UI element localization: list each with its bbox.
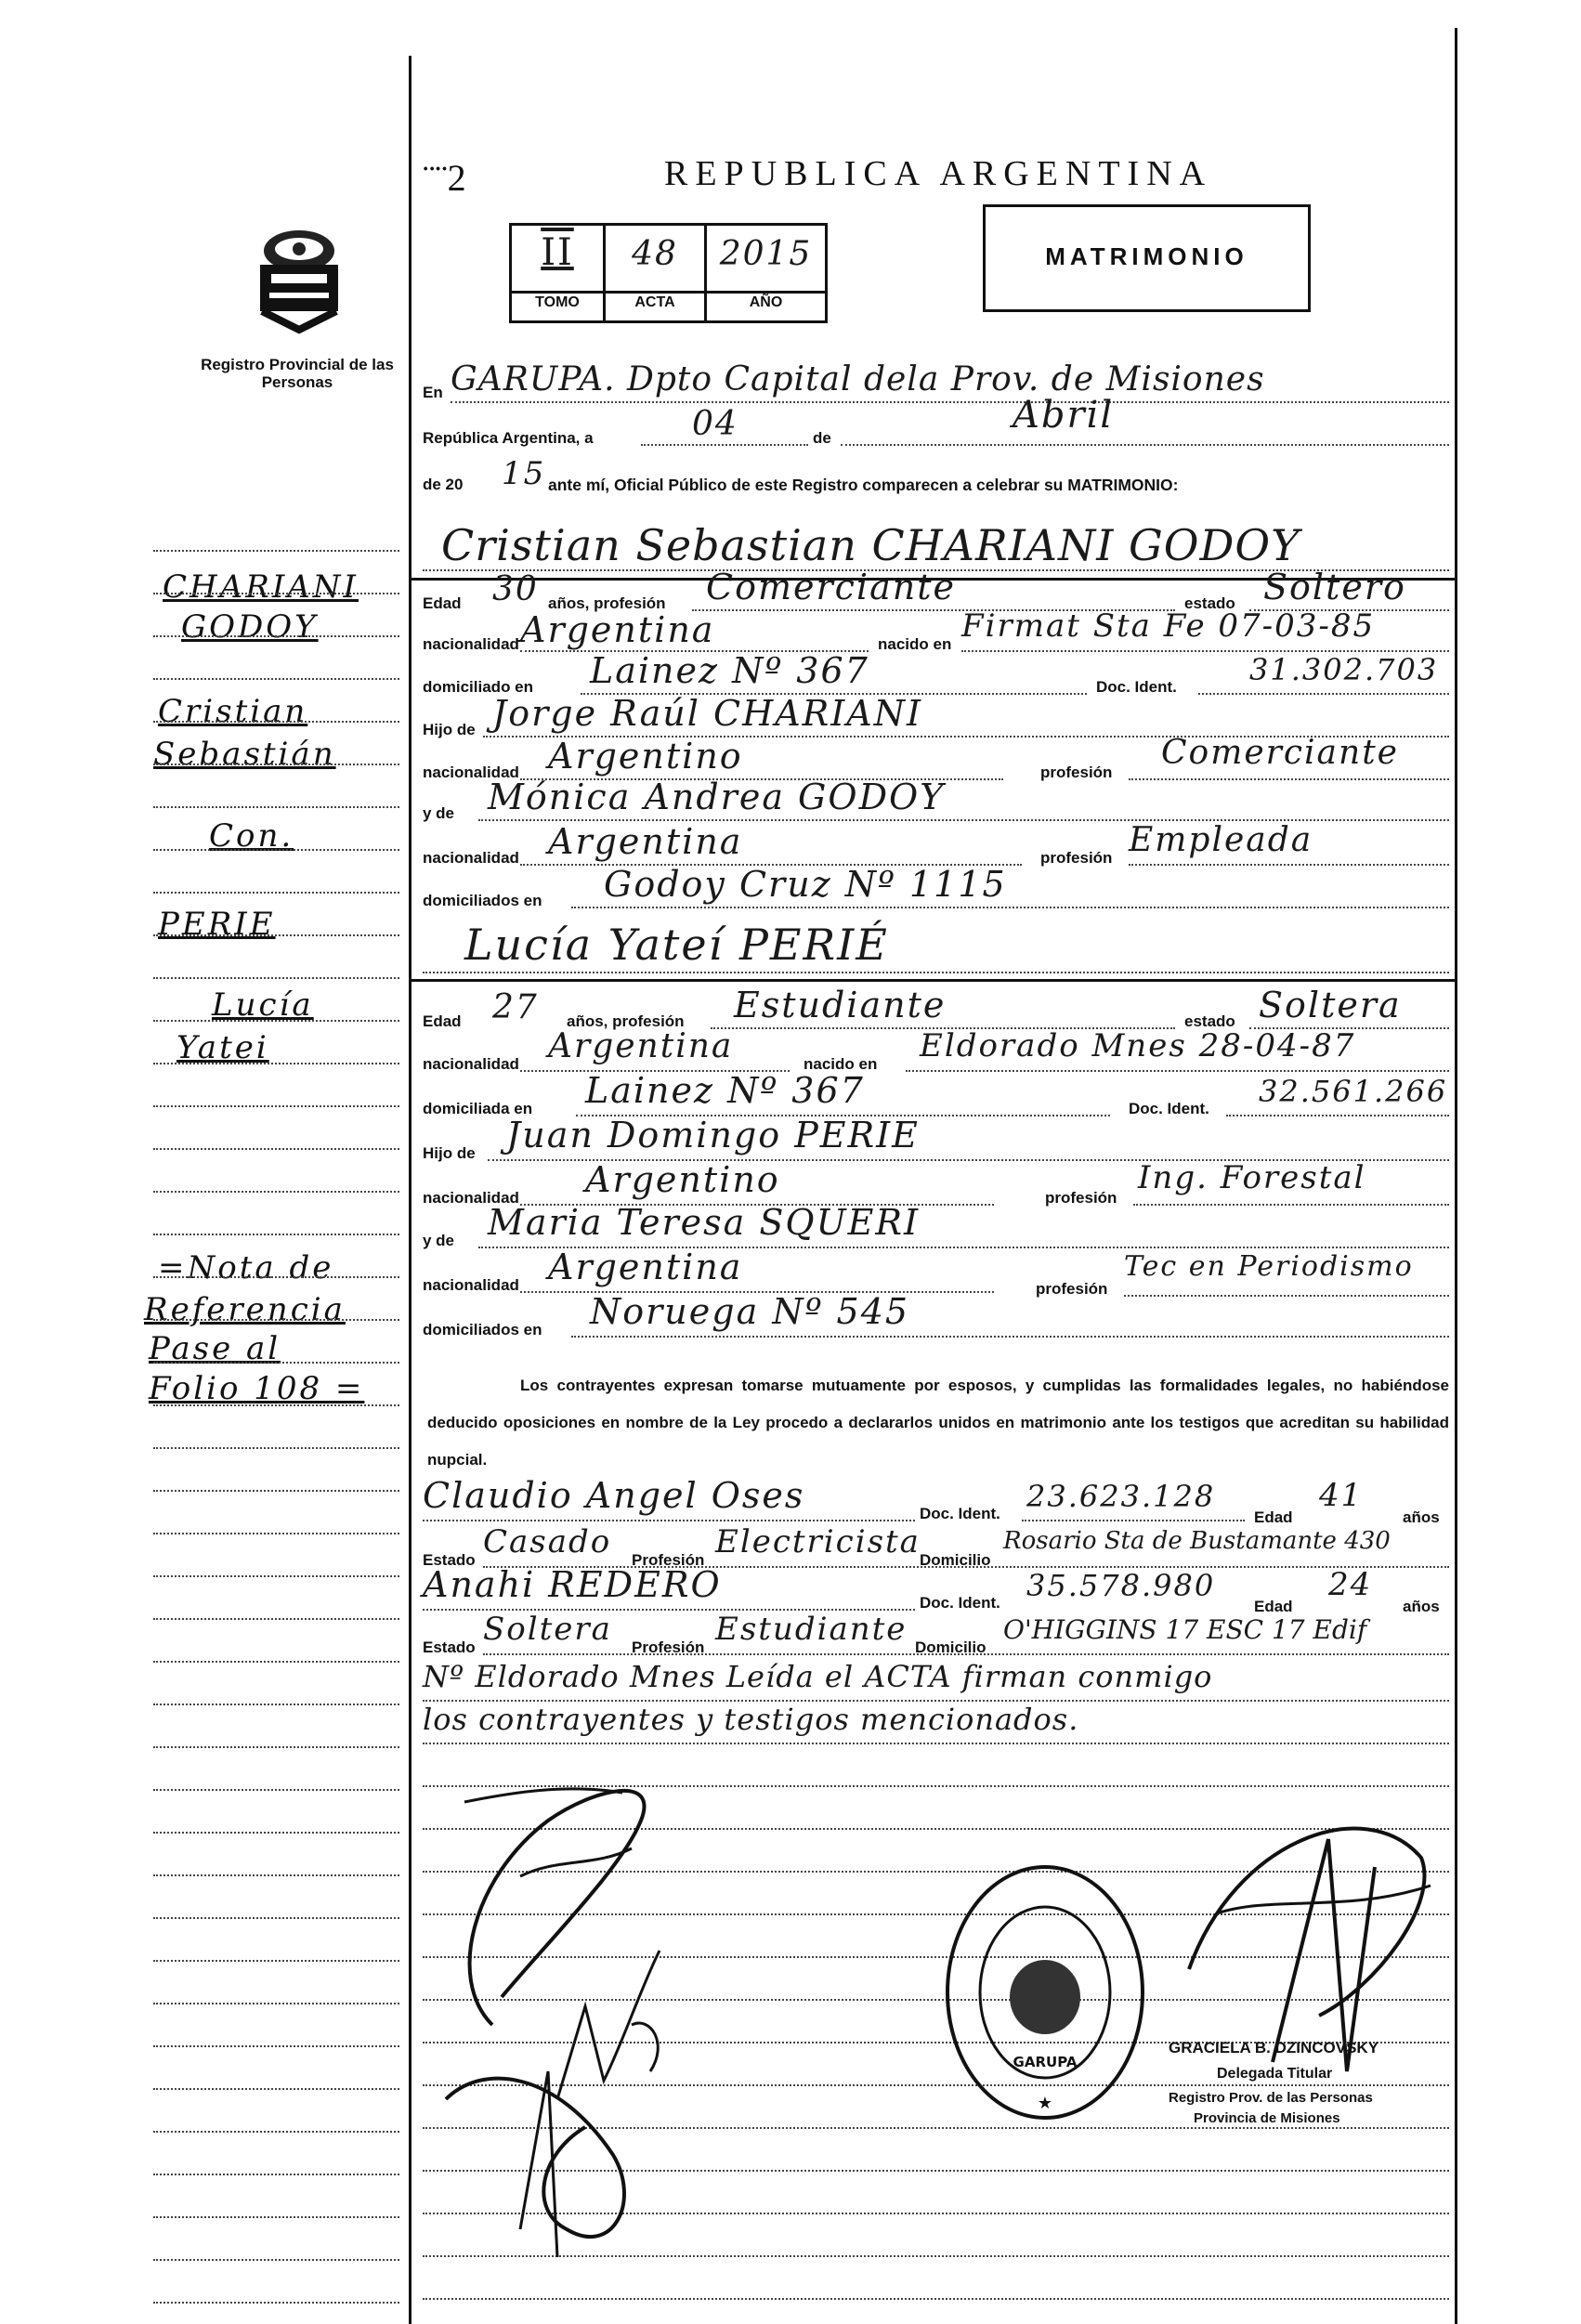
bride-padre-nac-label: nacionalidad	[423, 1189, 519, 1207]
groom-padre-nac-label: nacionalidad	[423, 764, 519, 781]
bride-domicilio: Lainez Nº 367	[585, 1070, 865, 1111]
margin-groom-surname-2: GODOY	[181, 608, 319, 646]
bride-doc: 32.561.266	[1259, 1074, 1448, 1109]
margin-rule-line	[153, 1789, 399, 1791]
left-margin-rule	[409, 56, 412, 2324]
groom-yde-label: y de	[423, 804, 455, 822]
margin-rule-line	[153, 764, 399, 765]
groom-domicilio: Lainez Nº 367	[590, 650, 869, 691]
groom-estado: Soltero	[1263, 567, 1406, 607]
margin-note-3: Pase al	[149, 1330, 281, 1367]
bride-nacionalidad: Argentina	[548, 1027, 734, 1065]
witness2-estado: Soltera	[483, 1611, 612, 1648]
republica-label: República Argentina, a	[423, 429, 594, 447]
officer-province: Provincia de Misiones	[1194, 2110, 1340, 2126]
groom-nacionalidad: Argentina	[520, 609, 715, 650]
margin-rule-line	[153, 1020, 399, 1022]
bride-madre-prof: Tec en Periodismo	[1124, 1250, 1414, 1283]
margin-rule-line	[153, 1447, 399, 1449]
margin-rule-line	[153, 1234, 399, 1235]
tomo-value: II	[541, 231, 574, 274]
anio-value: 2015	[719, 235, 813, 273]
acta-value: 48	[632, 235, 678, 273]
officer-name: GRACIELA B. DZINCOVSKY	[1169, 2039, 1379, 2056]
anio-label: AÑO	[749, 294, 783, 310]
margin-rule-line	[153, 593, 399, 594]
witness2-edad-label: Edad	[1254, 1598, 1293, 1615]
witness2-name: Anahi REDERO	[423, 1564, 722, 1605]
groom-nacido-label: nacido en	[878, 635, 952, 653]
margin-groom-given-1: Cristian	[158, 693, 308, 730]
official-seal	[938, 1858, 1152, 2132]
witness1-prof-label: Profesión	[632, 1551, 705, 1569]
groom-padre: Jorge Raúl CHARIANI	[492, 693, 922, 734]
witness1-edad: 41	[1319, 1477, 1364, 1514]
bride-padre-prof: Ing. Forestal	[1138, 1159, 1366, 1196]
groom-edad-label: Edad	[423, 594, 462, 612]
margin-groom-given-2: Sebastián	[153, 736, 336, 773]
groom-madre-nac-label: nacionalidad	[423, 849, 519, 867]
witness2-doc: 35.578.980	[1026, 1568, 1216, 1603]
groom-padres-dom: Godoy Cruz Nº 1115	[604, 864, 1007, 905]
country-title: REPUBLICA ARGENTINA	[664, 154, 1213, 193]
margin-rule-line	[153, 934, 399, 936]
bride-nacido-label: nacido en	[804, 1055, 878, 1073]
witness2-edad: 24	[1328, 1566, 1373, 1603]
officer-title: Delegada Titular	[1217, 2066, 1333, 2082]
groom-full-name: Cristian Sebastian CHARIANI GODOY	[441, 520, 1300, 570]
bride-padre-prof-label: profesión	[1045, 1189, 1117, 1207]
en-label: En	[423, 384, 443, 401]
witness2-prof-label: Profesión	[632, 1639, 705, 1656]
witness1-estado: Casado	[483, 1523, 612, 1560]
witness1-profesion: Electricista	[715, 1523, 921, 1560]
page-number: ¨¨2	[423, 157, 466, 199]
year-suffix-value: 15	[502, 455, 546, 492]
margin-rule-line	[153, 2088, 399, 2090]
groom-madre-nac: Argentina	[548, 821, 743, 862]
margin-note-2: Referencia	[144, 1291, 346, 1328]
margin-rule-line	[153, 1917, 399, 1919]
groom-estado-label: estado	[1184, 594, 1235, 612]
bride-estado-label: estado	[1184, 1012, 1235, 1030]
place-value: GARUPA. Dpto Capital dela Prov. de Misiones	[451, 360, 1265, 398]
bride-nacido: Eldorado Mnes 28-04-87	[920, 1027, 1356, 1064]
margin-rule-line	[153, 849, 399, 851]
bride-profesion: Estudiante	[734, 985, 947, 1025]
margin-rule-line	[153, 1746, 399, 1748]
margin-rule-line	[153, 2003, 399, 2004]
officer-registry: Registro Prov. de las Personas	[1169, 2090, 1373, 2106]
margin-rule-line	[153, 1191, 399, 1193]
bride-padres-dom-label: domiciliados en	[423, 1321, 542, 1338]
margin-rule-line	[153, 635, 399, 637]
margin-rule-line	[153, 1490, 399, 1492]
de-label: de	[813, 429, 831, 447]
groom-madre: Mónica Andrea GODOY	[488, 777, 946, 817]
margin-rule-line	[153, 2045, 399, 2047]
margin-rule-line	[153, 1874, 399, 1876]
margin-rule-line	[153, 2131, 399, 2133]
margin-rule-line	[153, 1533, 399, 1534]
margin-con: Con.	[209, 817, 294, 855]
year-prefix-label: de 20	[423, 476, 464, 493]
bride-anios-label: años, profesión	[567, 1012, 685, 1030]
witness2-dom-label: Domicilio	[915, 1639, 986, 1656]
margin-rule-line	[153, 1362, 399, 1364]
month-value: Abril	[1013, 394, 1115, 437]
svg-text:★: ★	[1037, 2094, 1053, 2113]
groom-doc-label: Doc. Ident.	[1096, 678, 1177, 696]
margin-rule-line	[153, 1704, 399, 1705]
groom-padre-prof-label: profesión	[1040, 764, 1113, 781]
signature-rule-line	[423, 2298, 1449, 2300]
groom-hijo-label: Hijo de	[423, 721, 476, 738]
margin-groom-surname-1: CHARIANI	[163, 568, 359, 606]
witness2-profesion: Estudiante	[715, 1611, 908, 1648]
margin-bride-given-1: Lucía	[212, 986, 314, 1024]
witness2-estado-label: Estado	[423, 1639, 476, 1656]
groom-nacido: Firmat Sta Fe 07-03-85	[961, 607, 1376, 645]
margin-rule-line	[153, 1319, 399, 1321]
witness1-estado-label: Estado	[423, 1551, 476, 1569]
margin-rule-line	[153, 678, 399, 680]
witness1-anios-label: años	[1403, 1508, 1440, 1526]
witness1-edad-label: Edad	[1254, 1508, 1293, 1526]
seal-center-text: GARUPA	[1013, 2054, 1078, 2070]
declaration-text: Los contrayentes expresan tomarse mutuamente por esposos, y cumplidas las formalidades legales, no habiéndose deducido oposiciones en nombre de la Ley procedo a declararlos unidos en matrimonio ante los testigos que acreditan su habilidad nupcial.	[427, 1377, 1449, 1469]
groom-nac-label: nacionalidad	[423, 635, 519, 653]
witness1-domicilio: Rosario Sta de Bustamante 430	[1003, 1527, 1391, 1555]
witness2-doc-label: Doc. Ident.	[920, 1594, 1000, 1612]
bride-edad: 27	[492, 988, 539, 1026]
tomo-label: TOMO	[535, 294, 580, 310]
bride-padres-dom: Noruega Nº 545	[590, 1291, 910, 1332]
groom-padre-prof: Comerciante	[1161, 734, 1399, 772]
bride-dom-label: domiciliada en	[423, 1100, 533, 1117]
witness2-domicilio: O'HIGGINS 17 ESC 17 Edif	[1003, 1614, 1367, 1645]
margin-rule-line	[153, 2174, 399, 2175]
act-type-label: MATRIMONIO	[1045, 242, 1248, 270]
groom-padres-dom-label: domiciliados en	[423, 892, 542, 909]
closing-line-2: los contrayentes y testigos mencionados.	[423, 1702, 1079, 1737]
witness1-name: Claudio Angel Oses	[423, 1475, 805, 1516]
provincial-emblem-logo	[243, 214, 355, 334]
margin-rule-line	[153, 1661, 399, 1663]
bride-estado: Soltera	[1259, 985, 1402, 1025]
margin-rule-line	[153, 2216, 399, 2218]
margin-rule-line	[153, 977, 399, 979]
act-type-box	[983, 204, 1311, 312]
groom-profesion: Comerciante	[706, 567, 956, 607]
signature-witness-1	[427, 2043, 687, 2280]
acta-label: ACTA	[634, 294, 675, 310]
closing-line-1: Nº Eldorado Mnes Leída el ACTA firman conmigo	[423, 1659, 1213, 1694]
margin-rule-line	[153, 1618, 399, 1620]
witness1-doc: 23.623.128	[1026, 1479, 1216, 1514]
margin-rule-line	[153, 1960, 399, 1962]
margin-rule-line	[153, 1063, 399, 1064]
margin-rule-line	[153, 892, 399, 894]
margin-bride-given-2: Yatei	[176, 1029, 269, 1066]
margin-rule-line	[153, 1148, 399, 1150]
groom-edad: 30	[492, 570, 539, 608]
margin-rule-line	[153, 2259, 399, 2261]
bride-doc-label: Doc. Ident.	[1129, 1100, 1209, 1117]
bride-yde-label: y de	[423, 1232, 455, 1249]
margin-rule-line	[153, 721, 399, 723]
margin-rule-line	[153, 2302, 399, 2304]
groom-madre-prof: Empleada	[1129, 821, 1313, 859]
record-number-box	[509, 223, 828, 323]
margin-rule-line	[153, 1832, 399, 1834]
bride-nac-label: nacionalidad	[423, 1055, 519, 1073]
groom-anios-label: años, profesión	[548, 594, 666, 612]
margin-note-1: =Nota de	[158, 1249, 334, 1286]
groom-doc: 31.302.703	[1249, 652, 1439, 687]
margin-note-4: Folio 108 =	[149, 1370, 365, 1407]
margin-rule-line	[153, 1575, 399, 1577]
registry-logo-text: Registro Provincial de las Personas	[201, 356, 394, 391]
margin-rule-line	[153, 1404, 399, 1406]
margin-rule-line	[153, 1276, 399, 1278]
groom-dom-label: domiciliado en	[423, 678, 534, 696]
bride-hijo-label: Hijo de	[423, 1144, 476, 1162]
bride-padre: Juan Domingo PERIE	[506, 1115, 920, 1155]
bride-edad-label: Edad	[423, 1012, 462, 1030]
bride-madre: Maria Teresa SQUERI	[488, 1202, 920, 1243]
margin-bride-surname: PERIE	[158, 906, 276, 943]
bride-madre-nac-label: nacionalidad	[423, 1276, 519, 1294]
bride-madre-nac: Argentina	[548, 1247, 743, 1287]
groom-padre-nac: Argentino	[548, 736, 743, 777]
witness1-dom-label: Domicilio	[920, 1551, 991, 1569]
margin-rule-line	[153, 806, 399, 808]
margin-rule-line	[153, 1105, 399, 1107]
margin-rule-line	[153, 550, 399, 552]
witness1-doc-label: Doc. Ident.	[920, 1505, 1000, 1522]
day-value: 04	[692, 405, 738, 443]
bride-madre-prof-label: profesión	[1036, 1280, 1108, 1298]
bride-padre-nac: Argentino	[585, 1159, 780, 1200]
groom-madre-prof-label: profesión	[1040, 849, 1113, 867]
preamble-text: ante mí, Oficial Público de este Registro comparecen a celebrar su MATRIMONIO:	[548, 476, 1179, 494]
bride-full-name: Lucía Yateí PERIÉ	[464, 920, 889, 970]
witness2-anios-label: años	[1403, 1598, 1440, 1615]
